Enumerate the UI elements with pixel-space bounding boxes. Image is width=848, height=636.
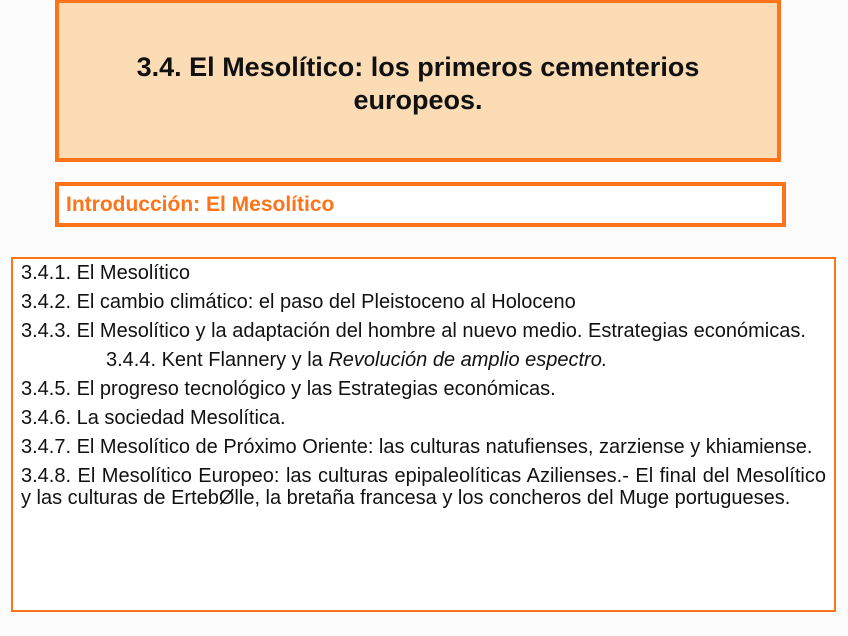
list-item: 3.4.8. El Mesolítico Europeo: las culturas epipaleolíticas Azilienses.- El final del Mesolítico y las culturas de ErtebØlle, la bretaña francesa y los concheros del Muge portugueses. (21, 465, 826, 509)
list-item: 3.4.1. El Mesolítico (21, 262, 190, 284)
list-item: 3.4.3. El Mesolítico y la adaptación del hombre al nuevo medio. Estrategias económicas. (21, 320, 806, 342)
slide-title: 3.4. El Mesolítico: los primeros cementerios europeos. (136, 51, 700, 115)
list-item-emphasis: Revolución de amplio espectro. (328, 349, 608, 371)
list-item (21, 349, 826, 371)
list-item: 3.4.7. El Mesolítico de Próximo Oriente: las culturas natufienses, zarziense y khiamiense. (21, 436, 813, 458)
list-item: 3.4.5. El progreso tecnológico y las Estrategias económicas. (21, 378, 556, 400)
intro-heading: Introducción: El Mesolítico (66, 192, 335, 216)
intro-box (55, 182, 786, 227)
list-item-prefix: 3.4.4. Kent Flannery y la (106, 349, 329, 371)
topics-list (11, 257, 836, 612)
title-box (55, 0, 781, 162)
list-item: 3.4.2. El cambio climático: el paso del Pleistoceno al Holoceno (21, 291, 576, 313)
list-item: 3.4.6. La sociedad Mesolítica. (21, 407, 286, 429)
